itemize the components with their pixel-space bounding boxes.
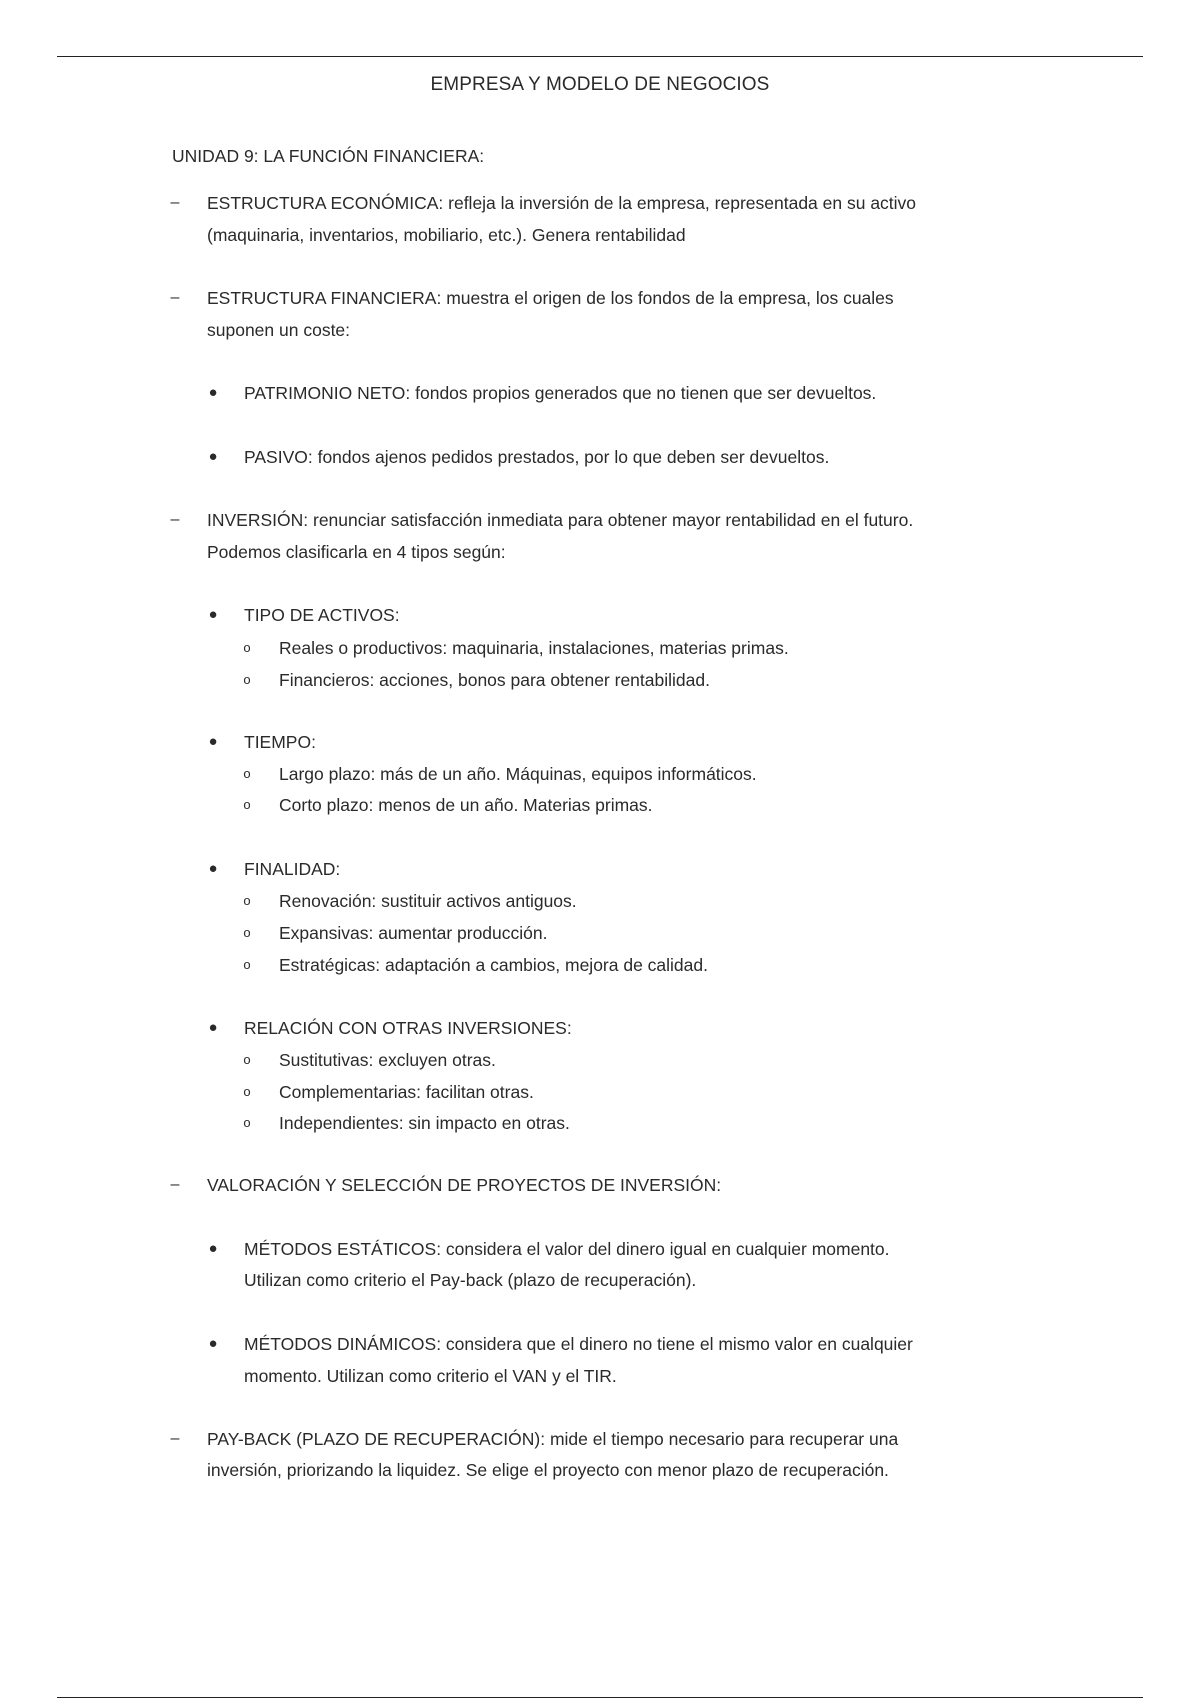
dash-marker: –: [170, 289, 180, 306]
inversion-line-1: INVERSIÓN: renunciar satisfacción inmediata para obtener mayor rentabilidad en el futuro.: [207, 510, 914, 530]
dash-marker: –: [170, 1430, 180, 1447]
tipo-activos-label: TIPO DE ACTIVOS:: [244, 605, 400, 625]
dash-marker: –: [170, 194, 180, 211]
list-item: Independientes: sin impacto en otras.: [279, 1113, 570, 1133]
list-item: Estratégicas: adaptación a cambios, mejora de calidad.: [279, 955, 708, 975]
metodos-estaticos-line-2: Utilizan como criterio el Pay-back (plazo de recuperación).: [244, 1270, 697, 1290]
bullet-marker: ●: [208, 733, 218, 750]
payback-line-1: PAY-BACK (PLAZO DE RECUPERACIÓN): mide el tiempo necesario para recuperar una: [207, 1429, 899, 1449]
payback-line-2: inversión, priorizando la liquidez. Se elige el proyecto con menor plazo de recuperación.: [207, 1460, 889, 1480]
bullet-marker: ●: [208, 860, 218, 877]
list-item: Corto plazo: menos de un año. Materias primas.: [279, 795, 653, 815]
list-item: Complementarias: facilitan otras.: [279, 1082, 534, 1102]
estructura-financiera-line-2: suponen un coste:: [207, 320, 351, 340]
metodos-dinamicos-line-1: MÉTODOS DINÁMICOS: considera que el dinero no tiene el mismo valor en cualquier: [244, 1334, 913, 1354]
circle-marker: o: [243, 766, 251, 781]
bullet-marker: ●: [208, 1019, 218, 1036]
tiempo-label: TIEMPO:: [244, 732, 316, 752]
circle-marker: o: [243, 925, 251, 940]
metodos-estaticos-line-1: MÉTODOS ESTÁTICOS: considera el valor del dinero igual en cualquier momento.: [244, 1239, 890, 1259]
bullet-marker: ●: [208, 448, 218, 465]
metodos-dinamicos-line-2: momento. Utilizan como criterio el VAN y el TIR.: [244, 1366, 617, 1386]
bullet-marker: ●: [208, 606, 218, 623]
circle-marker: o: [243, 1084, 251, 1099]
circle-marker: o: [243, 1052, 251, 1067]
list-item: Largo plazo: más de un año. Máquinas, equipos informáticos.: [279, 764, 757, 784]
circle-marker: o: [243, 797, 251, 812]
pasivo-item: PASIVO: fondos ajenos pedidos prestados, por lo que deben ser devueltos.: [244, 447, 830, 467]
top-rule: [57, 56, 1143, 57]
list-item: Expansivas: aumentar producción.: [279, 923, 548, 943]
bullet-marker: ●: [208, 384, 218, 401]
dash-marker: –: [170, 511, 180, 528]
list-item: Renovación: sustituir activos antiguos.: [279, 891, 577, 911]
page-title: EMPRESA Y MODELO DE NEGOCIOS: [430, 74, 770, 95]
circle-marker: o: [243, 640, 251, 655]
circle-marker: o: [243, 672, 251, 687]
inversion-line-2: Podemos clasificarla en 4 tipos según:: [207, 542, 506, 562]
finalidad-label: FINALIDAD:: [244, 859, 341, 879]
bullet-marker: ●: [208, 1240, 218, 1257]
dash-marker: –: [170, 1176, 180, 1193]
list-item: Sustitutivas: excluyen otras.: [279, 1050, 496, 1070]
bottom-rule: [57, 1697, 1143, 1698]
list-item: Reales o productivos: maquinaria, instalaciones, materias primas.: [279, 638, 789, 658]
circle-marker: o: [243, 957, 251, 972]
circle-marker: o: [243, 893, 251, 908]
patrimonio-neto-item: PATRIMONIO NETO: fondos propios generados que no tienen que ser devueltos.: [244, 383, 877, 403]
estructura-financiera-line-1: ESTRUCTURA FINANCIERA: muestra el origen de los fondos de la empresa, los cuales: [207, 288, 894, 308]
unit-heading: UNIDAD 9: LA FUNCIÓN FINANCIERA:: [172, 146, 485, 166]
circle-marker: o: [243, 1115, 251, 1130]
estructura-economica-line-2: (maquinaria, inventarios, mobiliario, etc.). Genera rentabilidad: [207, 225, 686, 245]
list-item: Financieros: acciones, bonos para obtener rentabilidad.: [279, 670, 710, 690]
valoracion-heading: VALORACIÓN Y SELECCIÓN DE PROYECTOS DE INVERSIÓN:: [207, 1175, 722, 1195]
estructura-economica-line-1: ESTRUCTURA ECONÓMICA: refleja la inversión de la empresa, representada en su activo: [207, 193, 917, 213]
bullet-marker: ●: [208, 1335, 218, 1352]
relacion-label: RELACIÓN CON OTRAS INVERSIONES:: [244, 1018, 572, 1038]
